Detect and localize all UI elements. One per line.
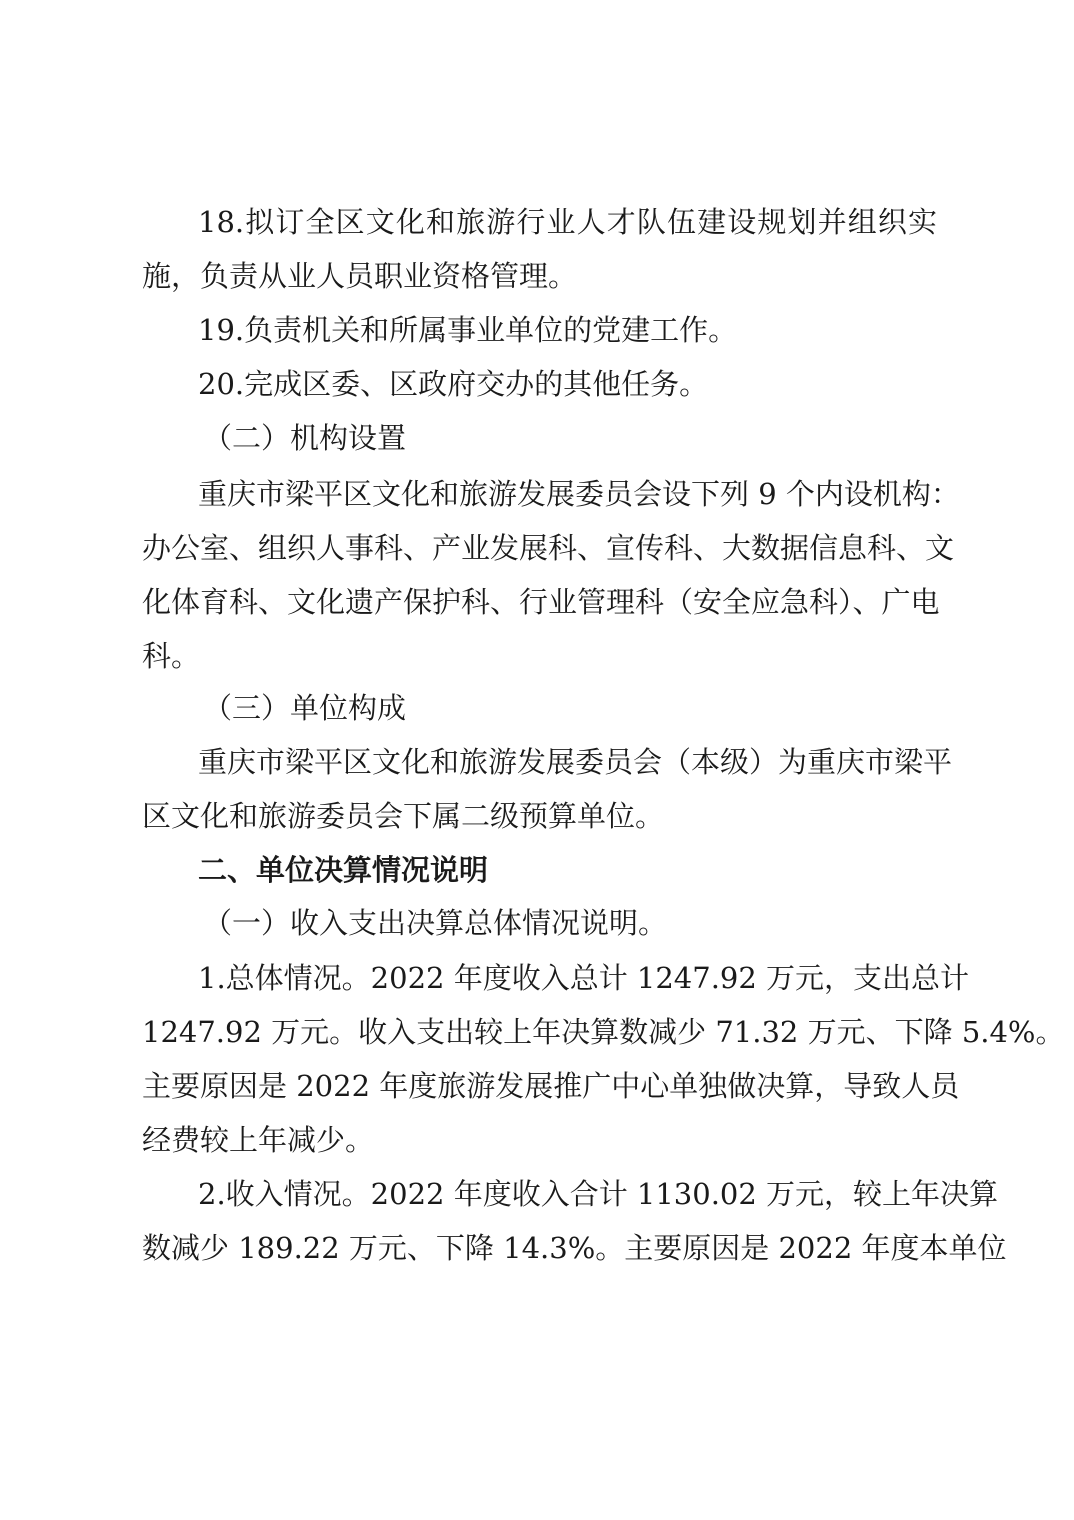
paragraph-item-18-line-2: 施，负责从业人员职业资格管理。 [142, 259, 578, 293]
income-line-2: 数减少 189.22 万元、下降 14.3%。主要原因是 2022 年度本单位 [142, 1231, 1007, 1265]
paragraph-item-18-line-1: 18.拟订全区文化和旅游行业人才队伍建设规划并组织实 [198, 205, 937, 239]
org-setup-line-3: 化体育科、文化遗产保护科、行业管理科（安全应急科）、广电 [142, 585, 940, 619]
org-setup-line-2: 办公室、组织人事科、产业发展科、宣传科、大数据信息科、文 [142, 531, 955, 565]
paragraph-item-19: 19.负责机关和所属事业单位的党建工作。 [198, 313, 738, 347]
overall-line-3: 主要原因是 2022 年度旅游发展推广中心单独做决算，导致人员 [142, 1069, 960, 1103]
org-setup-line-1: 重庆市梁平区文化和旅游发展委员会设下列 9 个内设机构： [198, 477, 960, 511]
unit-composition-line-1: 重庆市梁平区文化和旅游发展委员会（本级）为重庆市梁平 [198, 745, 953, 779]
section-heading-unit-composition: （三）单位构成 [203, 691, 407, 725]
chapter-heading-final-accounts: 二、单位决算情况说明 [198, 853, 489, 887]
section-heading-income-expenditure: （一）收入支出决算总体情况说明。 [203, 906, 668, 940]
paragraph-item-20: 20.完成区委、区政府交办的其他任务。 [198, 367, 709, 401]
income-line-1: 2.收入情况。2022 年度收入合计 1130.02 万元，较上年决算 [198, 1177, 999, 1211]
overall-line-4: 经费较上年减少。 [142, 1123, 375, 1157]
overall-line-2: 1247.92 万元。收入支出较上年决算数减少 71.32 万元、下降 5.4%。 [142, 1015, 1065, 1049]
overall-line-1: 1.总体情况。2022 年度收入总计 1247.92 万元，支出总计 [198, 961, 970, 995]
section-heading-org-setup: （二）机构设置 [203, 421, 407, 455]
unit-composition-line-2: 区文化和旅游委员会下属二级预算单位。 [142, 799, 665, 833]
org-setup-line-4: 科。 [142, 639, 201, 673]
